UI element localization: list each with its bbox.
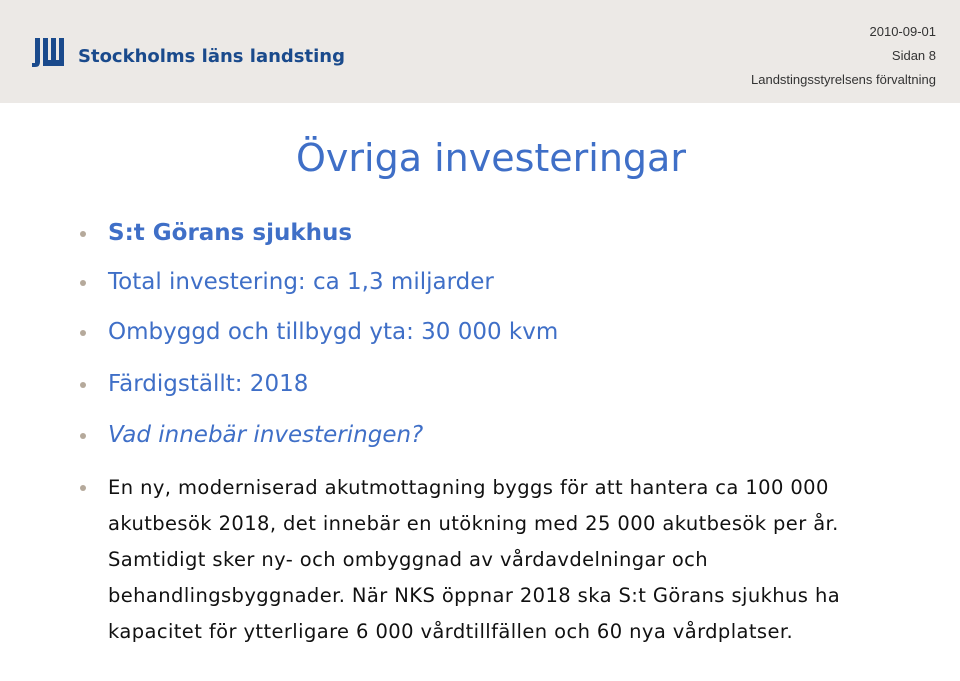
page-number: Sidan 8: [891, 48, 936, 63]
bullet-item: [80, 421, 940, 449]
logo-text: Stockholms läns landsting: [78, 46, 345, 67]
logo: [32, 36, 345, 72]
sll-logo-icon: [32, 36, 74, 72]
header-meta: [751, 20, 936, 92]
bullet-dot-icon: [80, 231, 86, 237]
slide-title: Övriga investeringar: [296, 136, 686, 180]
bullet-text: Vad innebär investeringen?: [108, 422, 424, 448]
bullet-text: S:t Görans sjukhus: [108, 220, 353, 246]
bullet-item: [80, 219, 940, 247]
bullet-text: Ombyggd och tillbygd yta: 30 000 kvm: [108, 319, 559, 345]
paragraph-text: En ny, moderniserad akutmottagning byggs för att hantera ca 100 000 akutbesök 2018, det innebär en utökning med 25 000 akutbesök per år. Samtidigt sker ny- och ombyggnad av vårdavdelningar och behandlingsbyggnader. När NKS öppnar 2018 ska S:t Görans sjukhus ha kapacitet för ytterligare 6 000 vårdtillfällen och 60 nya vårdplatser.: [108, 476, 841, 643]
header-bar: [0, 0, 960, 103]
bullet-item: [80, 370, 940, 398]
bullet-text: Färdigställt: 2018: [108, 371, 309, 397]
bullet-dot-icon: [80, 382, 86, 388]
bullet-item: [80, 268, 940, 296]
bullet-dot-icon: [80, 330, 86, 336]
bullet-dot-icon: [80, 280, 86, 286]
department-label: Landstingsstyrelsens förvaltning: [751, 72, 936, 87]
bullet-item: [80, 318, 940, 346]
bullet-dot-icon: [80, 433, 86, 439]
bullet-text: Total investering: ca 1,3 miljarder: [108, 269, 494, 295]
date-label: 2010-09-01: [869, 24, 936, 39]
bullet-dot-icon: [80, 485, 86, 491]
bullet-paragraph: [80, 470, 860, 650]
